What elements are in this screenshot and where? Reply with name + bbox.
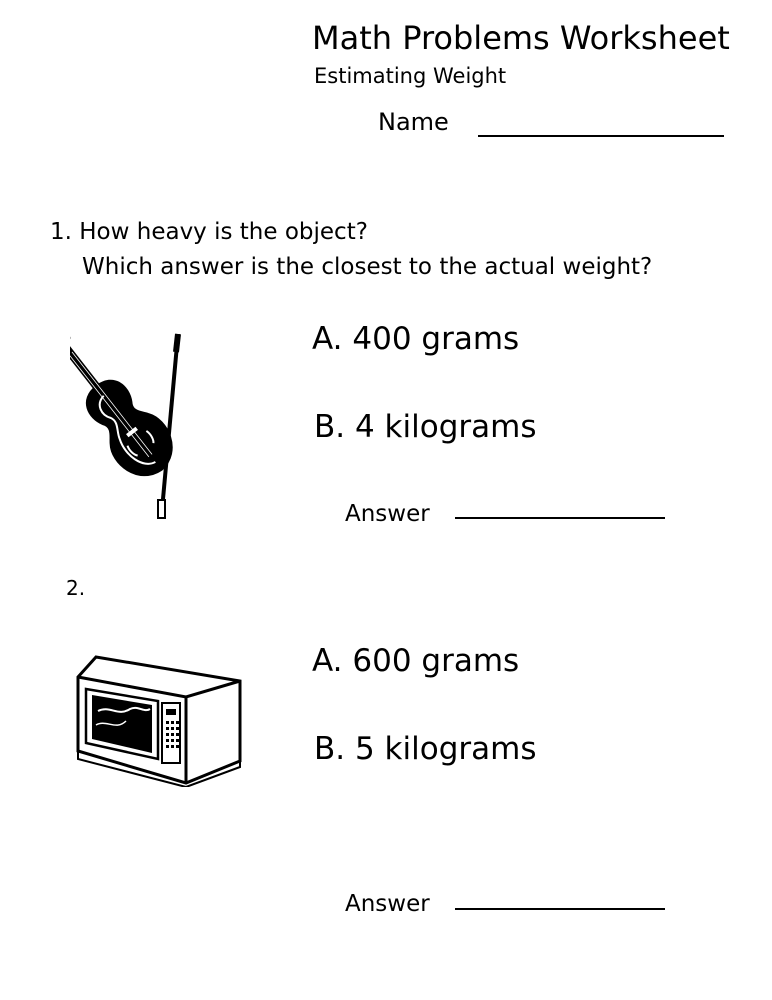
question-2-option-b[interactable]: B. 5 kilograms — [314, 731, 537, 767]
question-1-answer-label: Answer — [345, 501, 430, 527]
worksheet-subtitle: Estimating Weight — [314, 64, 507, 88]
question-1-answer-line[interactable] — [455, 517, 665, 519]
worksheet-title: Math Problems Worksheet — [312, 19, 730, 57]
question-2-answer-line[interactable] — [455, 908, 665, 910]
name-label: Name — [378, 108, 449, 136]
violin-icon — [70, 312, 215, 522]
question-1-option-a[interactable]: A. 400 grams — [312, 321, 520, 357]
name-blank-line[interactable] — [478, 135, 724, 137]
question-2-number: 2. — [66, 576, 86, 600]
question-1-prompt: 1. How heavy is the object? — [50, 219, 368, 245]
microwave-icon — [74, 655, 244, 787]
question-2-answer-label: Answer — [345, 891, 430, 917]
question-2-option-a[interactable]: A. 600 grams — [312, 643, 520, 679]
question-1-subprompt: Which answer is the closest to the actual weight? — [82, 254, 653, 280]
question-1-option-b[interactable]: B. 4 kilograms — [314, 409, 537, 445]
